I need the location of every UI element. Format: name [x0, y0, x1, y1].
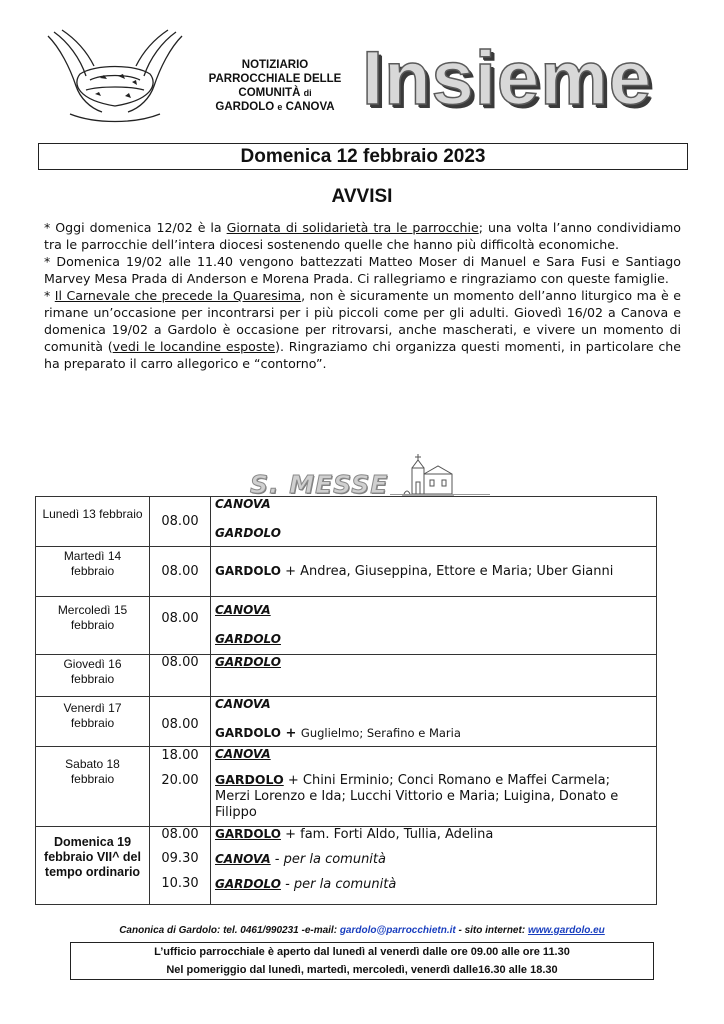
- table-row: [36, 597, 657, 655]
- hands-logo: [40, 28, 190, 126]
- time-cell: 08.00 09.30 10.30: [150, 827, 211, 905]
- day-cell: Martedì 14 febbraio: [36, 547, 150, 597]
- detail-cell: CANOVA GARDOLO: [211, 597, 657, 655]
- newsletter-title: Insieme: [362, 36, 653, 121]
- day-cell: Sabato 18 febbraio: [36, 747, 150, 827]
- church-icon: [400, 452, 456, 498]
- time-cell: 08.00: [150, 655, 211, 697]
- time-cell: 18.00 20.00: [150, 747, 211, 827]
- detail-cell: GARDOLO: [211, 655, 657, 697]
- day-cell: Domenica 19 febbraio VII^ del tempo ordinario: [36, 827, 150, 905]
- table-row: [36, 497, 657, 547]
- notice-3: * Il Carnevale che precede la Quaresima, non è sicuramente un momento dell’anno liturgico ma è e rimane un’occasione per incontrarsi per i più piccoli come per gli adulti. Giovedì 16/02 a Canova e domenica 19/02 a Gardolo è occasione per ritrovarsi, anche mascherati, e vivere un momento di comunità (vedi le locandine esposte). Ringraziamo chi organizza questi momenti, in particolare che ha preparato il carro allegorico e “contorno”.: [44, 288, 681, 371]
- table-row: [36, 655, 657, 697]
- day-cell: Lunedì 13 febbraio: [36, 497, 150, 547]
- masthead-line: NOTIZIARIO: [241, 59, 309, 71]
- table-row: [36, 547, 657, 597]
- website-link[interactable]: www.gardolo.eu: [527, 925, 605, 936]
- table-row: [36, 747, 657, 827]
- table-row: [36, 697, 657, 747]
- time-cell: 08.00: [150, 547, 211, 597]
- detail-cell: CANOVA GARDOLO + Chini Erminio; Conci Romano e Maffei Carmela; Merzi Lorenzo e Ida; Lucchi Vittorio e Maria; Luigina, Donato e Filippo: [211, 747, 657, 827]
- messe-table: [35, 496, 657, 905]
- notice-1: * Oggi domenica 12/02 è la Giornata di solidarietà tra le parrocchie; una volta l’anno condividiamo tra le parrocchie dell’intera diocesi sostenendo quelle che hanno più difficoltà economiche.: [44, 220, 681, 252]
- day-cell: Venerdì 17 febbraio: [36, 697, 150, 747]
- detail-cell: GARDOLO + fam. Forti Aldo, Tullia, Adelina CANOVA - per la comunità GARDOLO - per la comunità: [211, 827, 657, 905]
- detail-cell: CANOVA GARDOLO + Guglielmo; Serafino e Maria: [211, 697, 657, 747]
- notice-2: * Domenica 19/02 alle 11.40 vengono battezzati Matteo Moser di Manuel e Sara Fusi e Santiago Marvey Mesa Prada di Anderson e Morena Prada. Ci rallegriamo e ringraziamo con queste famiglie.: [44, 254, 681, 286]
- masthead-line: GARDOLO e CANOVA: [215, 101, 335, 113]
- header-rule: [390, 494, 490, 495]
- masthead-line: COMUNITÀ di: [238, 87, 312, 99]
- table-row: [36, 827, 657, 905]
- detail-cell: GARDOLO + Andrea, Giuseppina, Ettore e Maria; Uber Gianni: [211, 547, 657, 597]
- masthead-line: PARROCCHIALE DELLE: [208, 73, 342, 85]
- email-link[interactable]: gardolo@parrocchietn.it: [339, 925, 456, 936]
- time-cell: 08.00: [150, 597, 211, 655]
- messe-header: S. MESSE: [250, 470, 389, 499]
- detail-cell: CANOVA GARDOLO: [211, 497, 657, 547]
- time-cell: 08.00: [150, 697, 211, 747]
- office-hours-box: [70, 942, 654, 980]
- office-hours-line: Nel pomeriggio dal lunedì, martedì, mercoledì, venerdì dalle16.30 alle 18.30: [166, 964, 558, 976]
- time-cell: 08.00: [150, 497, 211, 547]
- day-cell: Mercoledì 15 febbraio: [36, 597, 150, 655]
- date-header: Domenica 12 febbraio 2023: [38, 143, 688, 170]
- contact-line: Canonica di Gardolo: tel. 0461/990231 -e-mail: gardolo@parrocchietn.it - sito internet: www.gardolo.eu: [119, 925, 605, 936]
- avvisi-title: AVVISI: [331, 186, 393, 207]
- day-cell: Giovedì 16 febbraio: [36, 655, 150, 697]
- office-hours-line: L’ufficio parrocchiale è aperto dal lunedì al venerdì dalle ore 09.00 alle ore 11.30: [154, 946, 570, 958]
- notices: [44, 219, 681, 372]
- masthead: [196, 58, 354, 114]
